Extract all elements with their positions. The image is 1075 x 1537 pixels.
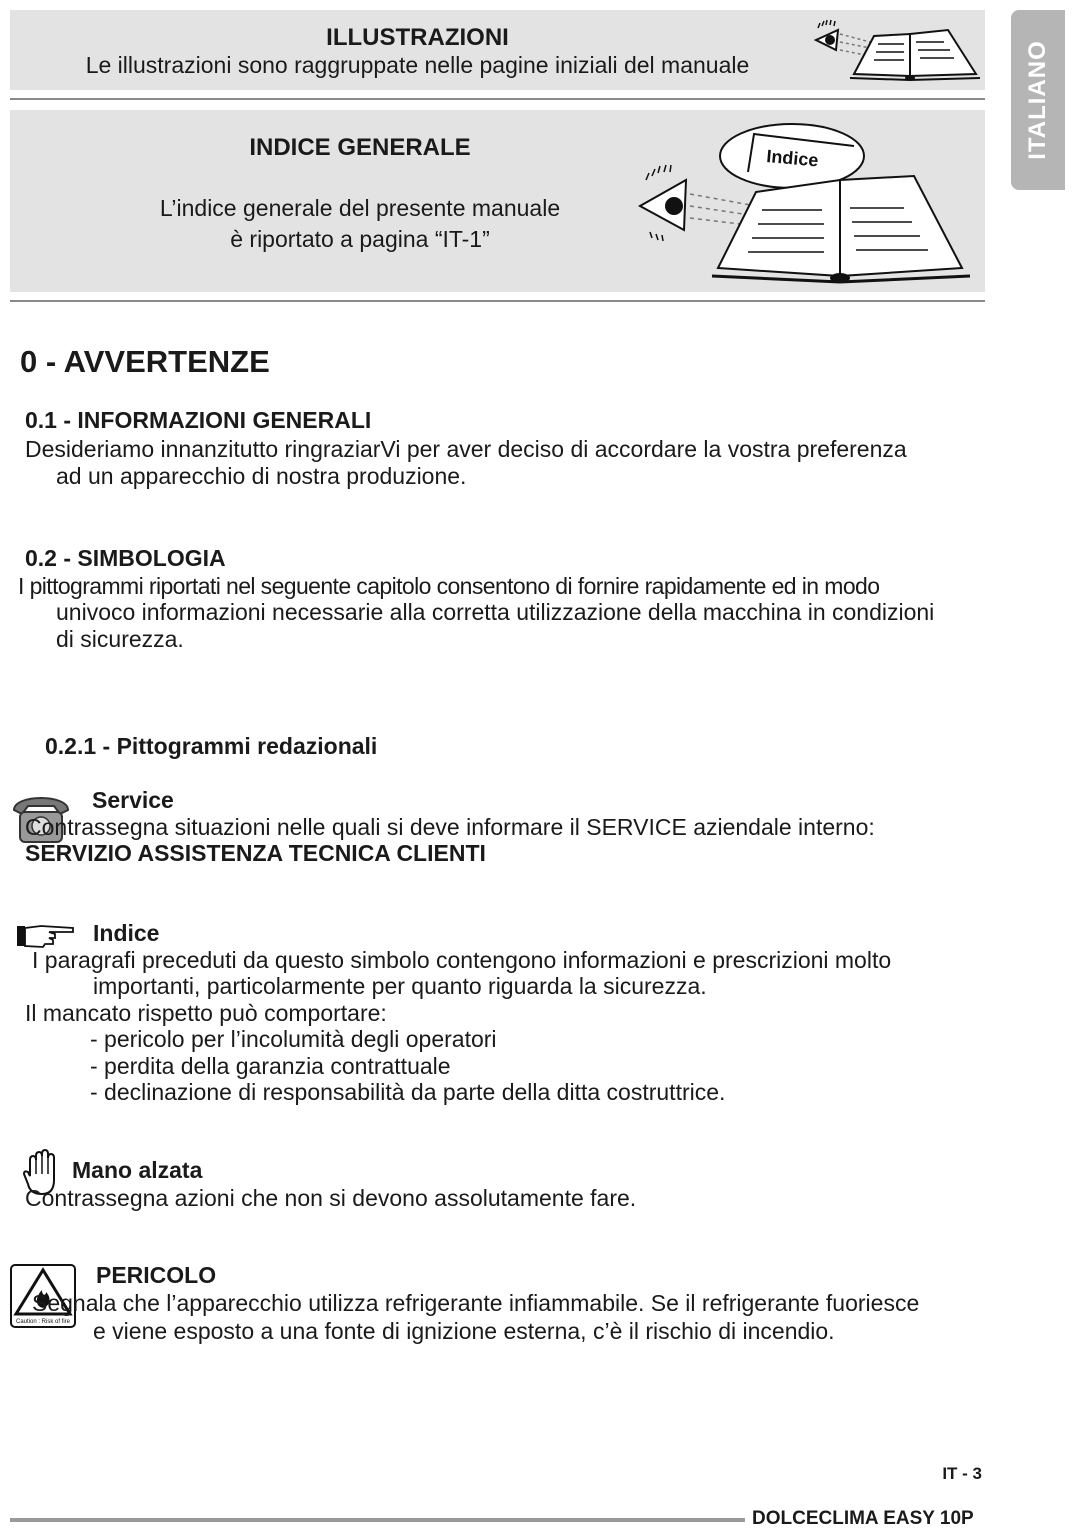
paragraph-line: di sicurezza. xyxy=(56,626,184,652)
pointing-hand-icon xyxy=(15,920,77,950)
warning-caption: Caution : Risk of fire xyxy=(15,1319,71,1325)
paragraph-line: SERVIZIO ASSISTENZA TECNICA CLIENTI xyxy=(25,840,486,866)
pictogram-title: Indice xyxy=(93,920,160,946)
paragraph-line: e viene esposto a una fonte di ignizione esterna, c’è il rischio di incendio. xyxy=(93,1318,835,1344)
pictogram-title: Service xyxy=(92,787,174,813)
bullet-item: - perdita della garanzia contrattuale xyxy=(90,1053,451,1079)
language-tab xyxy=(1011,10,1065,190)
indice-generale-line2: è riportato a pagina “IT-1” xyxy=(230,226,490,252)
illustrazioni-text: Le illustrazioni sono raggruppate nelle pagine iniziali del manuale xyxy=(85,52,750,78)
paragraph-line: Desideriamo innanzitutto ringraziarVi per aver deciso di accordare la vostra preferenza xyxy=(25,436,907,462)
page-number: IT - 3 xyxy=(942,1464,982,1483)
paragraph-line: importanti, particolarmente per quanto riguarda la sicurezza. xyxy=(93,973,707,999)
subsection-heading: 0.2 - SIMBOLOGIA xyxy=(25,545,226,571)
section-heading: 0 - AVVERTENZE xyxy=(20,344,270,379)
subsection-heading: 0.1 - INFORMAZIONI GENERALI xyxy=(25,407,372,433)
paragraph-line: Il mancato rispetto può comportare: xyxy=(25,1000,387,1026)
bullet-item: - declinazione di responsabilità da parte della ditta costruttrice. xyxy=(90,1079,726,1105)
paragraph-line: Contrassegna situazioni nelle quali si deve informare il SERVICE aziendale interno: xyxy=(25,814,875,840)
divider xyxy=(10,300,985,302)
paragraph-line: I paragrafi preceduti da questo simbolo contengono informazioni e prescrizioni molto xyxy=(32,947,892,973)
pictogram-title: PERICOLO xyxy=(96,1262,217,1288)
footer-rule xyxy=(10,1518,745,1522)
indice-generale-title: INDICE GENERALE xyxy=(249,134,471,161)
index-book-eye-icon xyxy=(636,120,976,290)
open-book-eye-icon xyxy=(810,16,985,84)
subsection-heading: 0.2.1 - Pittogrammi redazionali xyxy=(45,733,378,759)
paragraph-line: Segnala che l’apparecchio utilizza refrigerante infiammabile. Se il refrigerante fuoriesce xyxy=(32,1290,920,1316)
divider xyxy=(10,98,985,100)
paragraph-line: ad un apparecchio di nostra produzione. xyxy=(56,463,467,489)
indice-generale-line1: L’indice generale del presente manuale xyxy=(159,195,561,221)
paragraph-line: I pittogrammi riportati nel seguente capitolo consentono di fornire rapidamente ed in modo xyxy=(18,573,880,599)
language-tab-label: ITALIANO xyxy=(1024,40,1051,160)
paragraph-line: Contrassegna azioni che non si devono assolutamente fare. xyxy=(25,1185,637,1211)
paragraph-line: univoco informazioni necessarie alla corretta utilizzazione della macchina in condizioni xyxy=(56,599,935,625)
bullet-item: - pericolo per l’incolumità degli operatori xyxy=(90,1026,497,1052)
bubble-label: Indice xyxy=(765,146,820,171)
product-name: DOLCECLIMA EASY 10P xyxy=(752,1508,974,1529)
pictogram-title: Mano alzata xyxy=(72,1157,203,1183)
illustrazioni-title: ILLUSTRAZIONI xyxy=(326,24,509,51)
